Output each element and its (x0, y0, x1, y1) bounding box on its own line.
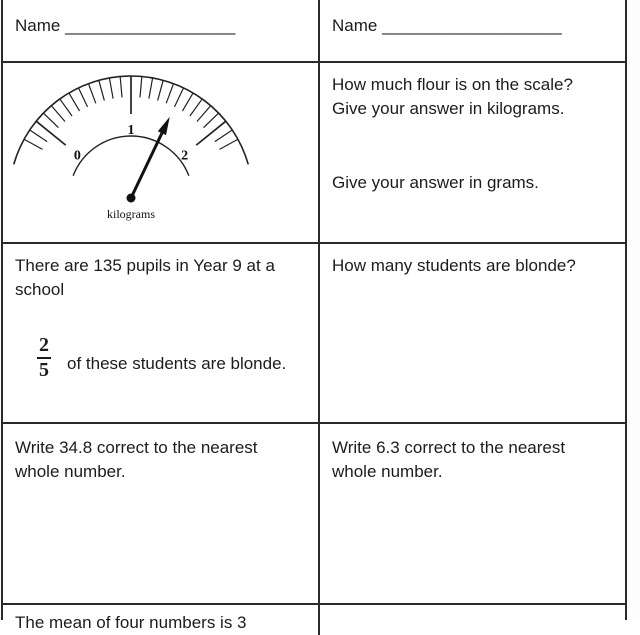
flour-question-line2: Give your answer in kilograms. (332, 99, 565, 118)
name-blank-right[interactable]: ___________________ (382, 16, 562, 35)
round-left-cell (3, 424, 320, 603)
name-label-left: Name (15, 16, 61, 35)
fraction-line (37, 335, 306, 381)
fraction-row (3, 244, 625, 424)
svg-text:kilograms: kilograms (107, 207, 155, 221)
pupils-question-cell (3, 244, 320, 422)
name-blank-left[interactable]: __________________ (65, 16, 236, 35)
fraction-numerator: 2 (39, 334, 49, 356)
gauge-row (3, 63, 625, 244)
rounding-row (3, 424, 625, 605)
flour-question-line1: How much flour is on the scale? (332, 75, 573, 94)
svg-text:2: 2 (181, 148, 189, 164)
round-right-text: Write 6.3 correct to the nearest whole number. (332, 438, 566, 481)
name-cell-right (320, 0, 625, 61)
mean-answer-cell (320, 605, 625, 635)
round-left-text: Write 34.8 correct to the nearest whole number. (15, 438, 258, 481)
gauge-cell (3, 63, 320, 242)
fraction-denominator: 5 (39, 359, 49, 381)
name-row (3, 0, 625, 63)
name-label-right: Name (332, 16, 378, 35)
kilogram-gauge-icon (3, 63, 318, 242)
pupils-question-intro: There are 135 pupils in Year 9 at a school (15, 256, 275, 299)
worksheet-table (1, 0, 627, 632)
svg-text:1: 1 (127, 123, 135, 138)
mean-row (3, 605, 625, 635)
fraction (37, 335, 51, 381)
flour-question-line3: Give your answer in grams. (332, 173, 539, 192)
blonde-question-cell (320, 244, 625, 422)
round-right-cell (320, 424, 625, 603)
blonde-question-text: How many students are blonde? (332, 256, 576, 275)
mean-question-text: The mean of four numbers is 3 (15, 613, 247, 632)
pupils-question-rest: of these students are blonde. (67, 354, 287, 373)
svg-text:0: 0 (73, 148, 81, 164)
name-cell-left (3, 0, 320, 61)
mean-question-cell (3, 605, 320, 635)
flour-question-cell (320, 63, 625, 242)
